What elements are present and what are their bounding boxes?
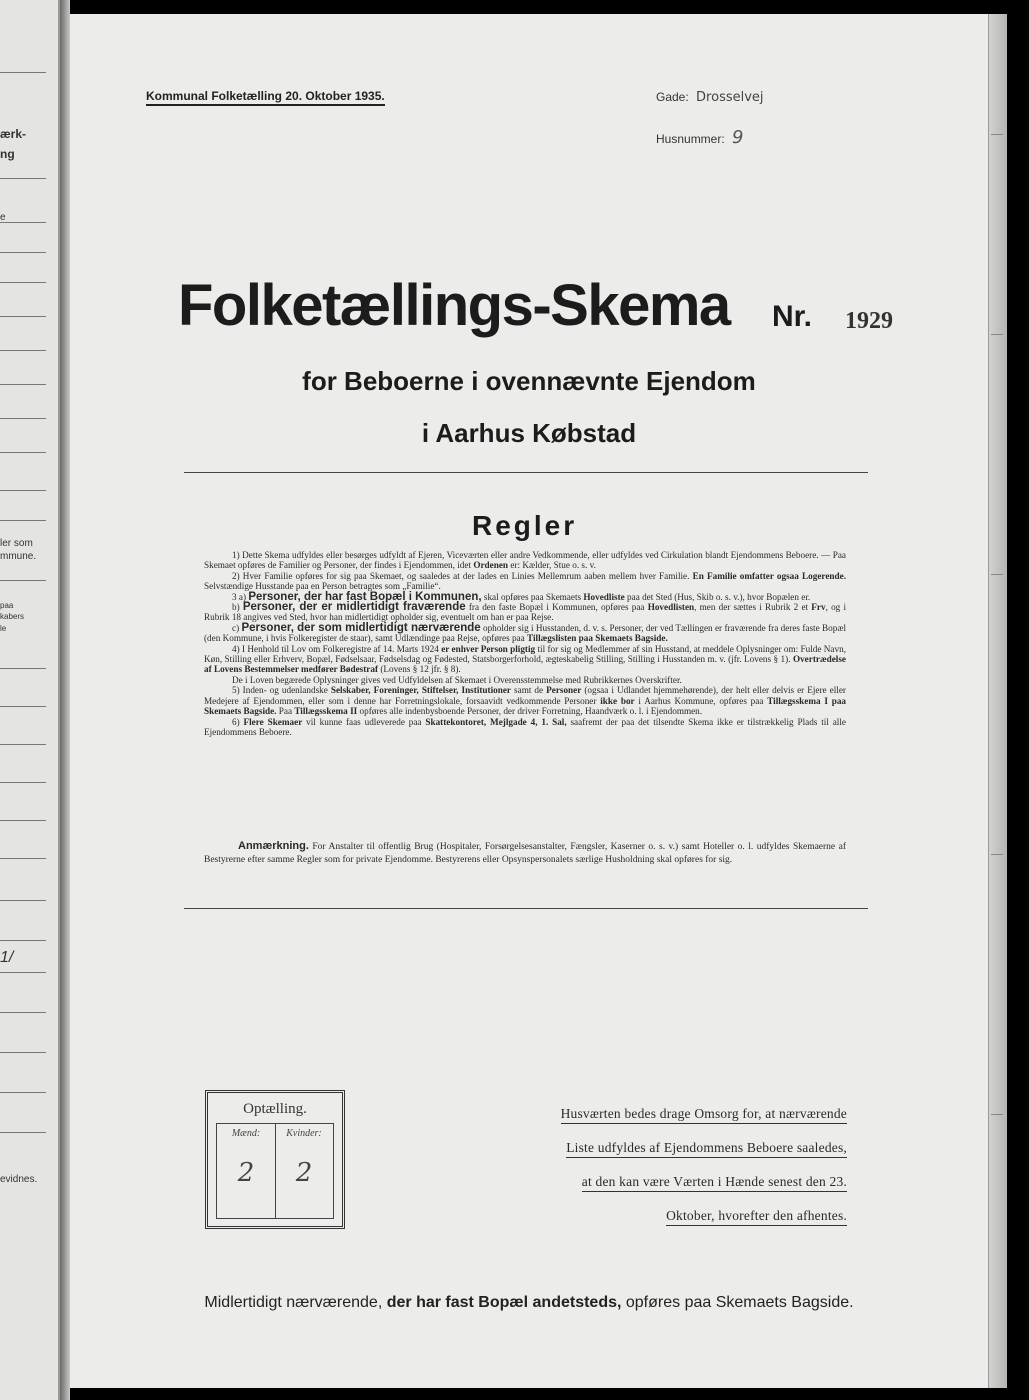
rules-heading: Regler bbox=[472, 510, 578, 541]
left-rule bbox=[0, 706, 46, 707]
left-rule bbox=[0, 1012, 46, 1013]
rule-3a: 3 a) Personer, der har fast Bopæl i Kommunen, skal opføres paa Skemaets Hovedliste paa det Sted (Hus, Skib o. s. v.), hvor Bopælen er. bbox=[232, 590, 811, 603]
left-fragment: le bbox=[0, 624, 7, 633]
left-fragment: ærk- bbox=[0, 127, 27, 141]
left-rule bbox=[0, 452, 46, 453]
left-rule bbox=[0, 820, 46, 821]
left-rule bbox=[0, 72, 46, 73]
rule-3c: c) Personer, der som midlertidigt nærværende opholder sig i Husstanden, d. v. s. Personer, der ved Tællingen er fraværende fra deres faste Bopæl (den Kommune, i hvis Folkeregister de staar), samt Udlændinge paa Rejse, opføres paa Tillægslisten paa Skemaets Bagside. bbox=[204, 621, 847, 644]
count-table bbox=[216, 1123, 334, 1219]
rule-2: 2) Hver Familie opføres for sig paa Skemaet, og saaledes at der lades en Linies Mellemrum aaben mellem hver Familie. En Familie omfatter ogsaa Logerende. Selvstændige Husstande paa en Person betragtes som „Familie“. bbox=[204, 570, 846, 592]
left-rule bbox=[0, 972, 46, 973]
left-fragment: evidnes. bbox=[0, 1174, 38, 1185]
left-rule bbox=[0, 1052, 46, 1053]
left-rule bbox=[0, 252, 46, 253]
left-rule bbox=[0, 520, 46, 521]
divider-rule bbox=[184, 472, 868, 473]
remark-paragraph bbox=[204, 840, 846, 867]
left-rule bbox=[0, 282, 46, 283]
left-rule bbox=[0, 350, 46, 351]
left-rule bbox=[0, 1132, 46, 1133]
women-count: 2 bbox=[295, 1158, 313, 1188]
left-fragment: 1/ bbox=[0, 949, 14, 966]
census-label: Kommunal Folketælling 20. Oktober 1935. bbox=[146, 89, 385, 106]
left-rule bbox=[0, 744, 46, 745]
rule-1: 1) Dette Skema udfyldes eller besørges udfyldt af Ejeren, Viceværten eller andre Vedkommende, eller udfyldes ved Cirkulation blandt Ejendommens Beboere. — Paa Skemaet opføres de Familier og Personer, der findes i Ejendommen, idet Ordenen er: Kælder, Stue o. s. v. bbox=[204, 550, 846, 571]
left-fragment: e bbox=[0, 212, 6, 223]
rule-5: 5) Inden- og udenlandske Selskaber, Foreninger, Stiftelser, Institutioner samt de Personer (ogsaa i Udlandet hjemmehørende), der helt eller delvis er Ejere eller Medejere af Ejendommen, eller som i denne har Forretningslokale, forsaavidt vedkommende Personer ikke bor i Aarhus Kommune, opføres paa Tillægsskema I paa Skemaets Bagside. Paa Tillægsskema II opføres alle indenbysboende Personer, der driver Forretning, Haandværk o. l. i Ejendommen. bbox=[204, 685, 847, 717]
remark-label: Anmærkning. bbox=[238, 840, 309, 852]
remark-text: For Anstalter til offentlig Brug (Hospitaler, Forsørgelsesanstalter, Fængsler, Kaserner o. s. v.) samt Hoteller o. l. udfyldes Skemaerne af Bestyrerne efter samme Regler som for private Ejendomme. Bestyrerens eller Opsynspersonalets særlige Husholdning skal opføres for sig. bbox=[204, 842, 846, 865]
rule-6: 6) Flere Skemaer vil kunne faas udleverede paa Skattekontoret, Mejlgade 4, 1. Sal, saafremt der paa det tilsendte Skema ikke er tilstrækkelig Plads til alle Ejendommens Beboere. bbox=[204, 716, 846, 737]
notice-line: at den kan være Værten i Hænde senest den 23. bbox=[582, 1174, 847, 1192]
count-title: Optælling. bbox=[243, 1101, 307, 1117]
notice-line: Oktober, hvorefter den afhentes. bbox=[666, 1208, 847, 1226]
landlord-notice bbox=[505, 1097, 847, 1233]
house-number-value: 9 bbox=[732, 127, 744, 148]
left-rule bbox=[0, 384, 46, 385]
form-number-value: 1929 bbox=[845, 308, 893, 334]
form-location: i Aarhus Købstad bbox=[421, 418, 637, 448]
left-rule bbox=[0, 222, 46, 223]
street-value: Drosselvej bbox=[696, 90, 764, 105]
book-gutter bbox=[60, 0, 70, 1400]
left-rule bbox=[0, 418, 46, 419]
rules-text bbox=[204, 550, 846, 737]
left-rule bbox=[0, 940, 46, 941]
street-label: Gade: bbox=[656, 90, 689, 104]
left-fragment: kabers bbox=[0, 612, 25, 621]
left-rule bbox=[0, 858, 46, 859]
left-rule bbox=[0, 1092, 46, 1093]
count-box bbox=[205, 1090, 345, 1229]
women-column bbox=[275, 1124, 333, 1218]
rule-4-note: De i Loven begærede Oplysninger gives ved Udfyldelsen af Skemaet i Overensstemmelse med Rubrikkernes Overskrifter. bbox=[232, 674, 682, 685]
left-fragment: mmune. bbox=[0, 551, 37, 562]
left-rule bbox=[0, 782, 46, 783]
form-title: Folketællings-Skema bbox=[178, 273, 730, 338]
men-column bbox=[217, 1124, 276, 1218]
left-fragment: paa bbox=[0, 601, 14, 610]
house-number-label: Husnummer: bbox=[656, 132, 725, 146]
page-stack-edge bbox=[988, 14, 1007, 1388]
women-label: Kvinder: bbox=[286, 1128, 322, 1139]
rule-3b: b) Personer, der er midlertidigt fraværende fra den faste Bopæl i Kommunen, opføres paa Hovedlisten, men der sættes i Rubrik 2 et Frv, og i Rubrik 18 angives ved Sted, hvor han midlertidigt opholder sig, eventuelt om han er paa Rejse. bbox=[204, 601, 846, 623]
divider-rule bbox=[184, 908, 868, 909]
left-rule bbox=[0, 316, 46, 317]
left-fragment: ler som bbox=[0, 538, 33, 549]
form-number-label: Nr. bbox=[772, 300, 813, 333]
street-field bbox=[656, 90, 764, 105]
form-subtitle: for Beboerne i ovennævnte Ejendom bbox=[302, 366, 756, 396]
house-number-field bbox=[656, 127, 743, 148]
footer-note: Midlertidigt nærværende, der har fast Bopæl andetsteds, opføres paa Skemaets Bagside. bbox=[204, 1294, 854, 1311]
left-rule bbox=[0, 580, 46, 581]
notice-line: Liste udfyldes af Ejendommens Beboere saaledes, bbox=[566, 1140, 847, 1158]
left-fragment: ng bbox=[0, 147, 15, 161]
left-rule bbox=[0, 900, 46, 901]
left-rule bbox=[0, 668, 46, 669]
left-rule bbox=[0, 178, 46, 179]
left-page-fragment bbox=[0, 0, 60, 1400]
men-label: Mænd: bbox=[231, 1128, 261, 1139]
left-rule bbox=[0, 490, 46, 491]
men-count: 2 bbox=[237, 1158, 255, 1188]
rule-4: 4) I Henhold til Lov om Folkeregistre af 14. Marts 1924 er enhver Person pligtig til for sig og Medlemmer af sin Husstand, at meddele Oplysninger om: Fulde Navn, Køn, Stilling eller Erhverv, Bopæl, Fødselsaar, Fødselsdag og Fødested, Statsborgerforhold, ægteskabelig Stilling, Stilling i Husstanden m. v. (jfr. Lovens § 1). Overtrædelse af Lovens Bestemmelser medfører Bødestraf (Lovens § 12 jfr. § 8). bbox=[204, 643, 846, 675]
notice-line: Husværten bedes drage Omsorg for, at nærværende bbox=[561, 1106, 847, 1124]
